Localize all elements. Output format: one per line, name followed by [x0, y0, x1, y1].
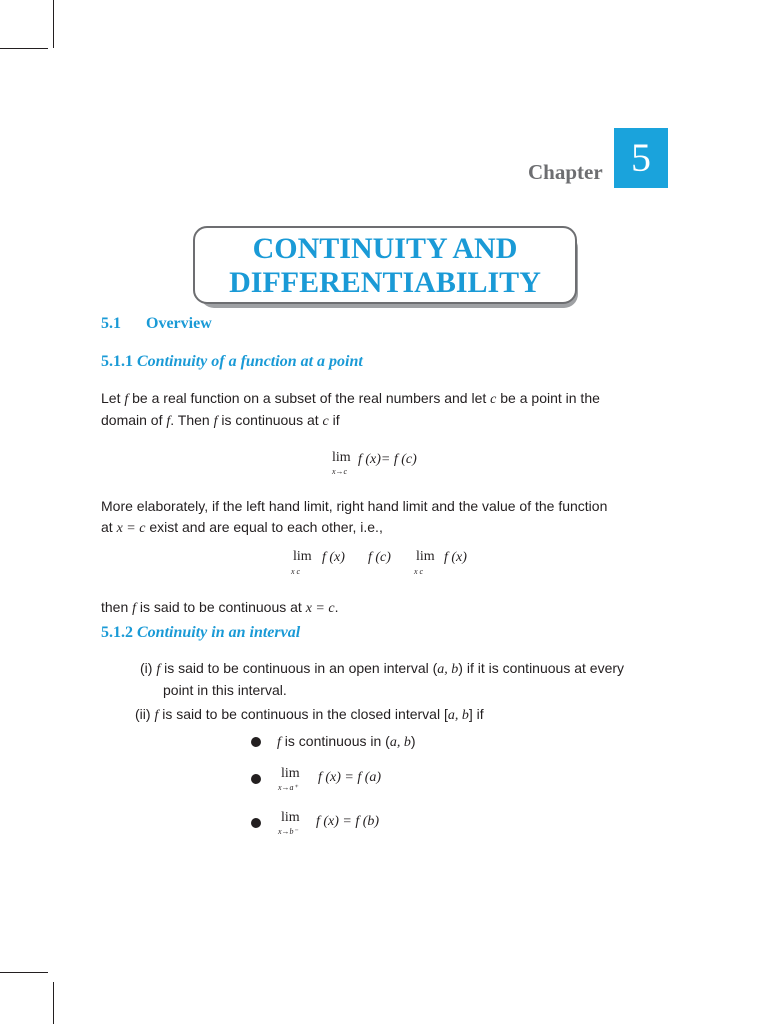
lim-subscript: x→a⁺: [278, 783, 298, 792]
subsection-heading-1: [101, 353, 363, 371]
paragraph-line: Let f be a real function on a subset of the real numbers and let c be a point in the: [101, 390, 600, 407]
subsection-number: 5.1.1: [101, 353, 133, 370]
paragraph-line: More elaborately, if the left hand limit, right hand limit and the value of the function: [101, 498, 608, 514]
equation-expression: f (x) = f (a): [318, 770, 382, 785]
paragraph-definition: [101, 388, 671, 432]
lim-operator: lim: [416, 549, 435, 564]
subsection-title: Continuity in an interval: [137, 624, 301, 641]
equation-expression: f (c): [368, 550, 391, 565]
section-title: Overview: [146, 315, 212, 332]
subsection-heading-2: [101, 624, 300, 642]
bullet-icon: [251, 818, 261, 828]
bullet-icon: [251, 737, 261, 747]
chapter-title-line-1: CONTINUITY AND: [252, 232, 518, 265]
bullet-icon: [251, 774, 261, 784]
paragraph-elaboration: [101, 496, 671, 539]
equation-expression: f (x) = f (b): [316, 814, 380, 829]
equation-expression: f (x): [444, 550, 467, 565]
list-item-line: (i) f is said to be continuous in an open interval (a, b) if it is continuous at every: [140, 660, 625, 677]
section-number: 5.1: [101, 315, 121, 332]
crop-mark-top-horizontal: [0, 48, 48, 49]
lim-subscript: x→c: [332, 467, 348, 476]
lim-operator: lim: [293, 549, 312, 564]
bullet-item: f is continuous in (a, b): [277, 733, 416, 750]
equation-expression: f (x): [322, 550, 345, 565]
lim-operator: lim: [332, 450, 351, 465]
subsection-number: 5.1.2: [101, 624, 133, 641]
list-item-closed-interval: (ii) f is said to be continuous in the closed interval [a, b] if: [135, 706, 484, 723]
chapter-title-box: [193, 226, 577, 304]
chapter-number-badge: 5: [614, 128, 668, 188]
crop-mark-bottom-horizontal: [0, 972, 48, 973]
lim-subscript: x c: [291, 567, 301, 576]
paragraph-line: at x = c exist and are equal to each other, i.e.,: [101, 519, 383, 536]
crop-mark-bottom-vertical: [53, 982, 54, 1024]
paragraph-line: domain of f. Then f is continuous at c if: [101, 412, 340, 429]
lim-subscript: x c: [414, 567, 424, 576]
equation-expression: f (x)= f (c): [358, 452, 417, 467]
paragraph-conclusion: then f is said to be continuous at x = c.: [101, 599, 339, 616]
lim-subscript: x→b⁻: [278, 827, 298, 836]
subsection-title: Continuity of a function at a point: [137, 353, 363, 370]
lim-operator: lim: [281, 810, 300, 825]
chapter-label: Chapter: [528, 160, 603, 184]
chapter-title-line-2: DIFFERENTIABILITY: [229, 266, 541, 299]
list-item-open-interval: [140, 658, 624, 701]
crop-mark-top-vertical: [53, 0, 54, 48]
lim-operator: lim: [281, 766, 300, 781]
list-item-line: point in this interval.: [163, 682, 287, 698]
